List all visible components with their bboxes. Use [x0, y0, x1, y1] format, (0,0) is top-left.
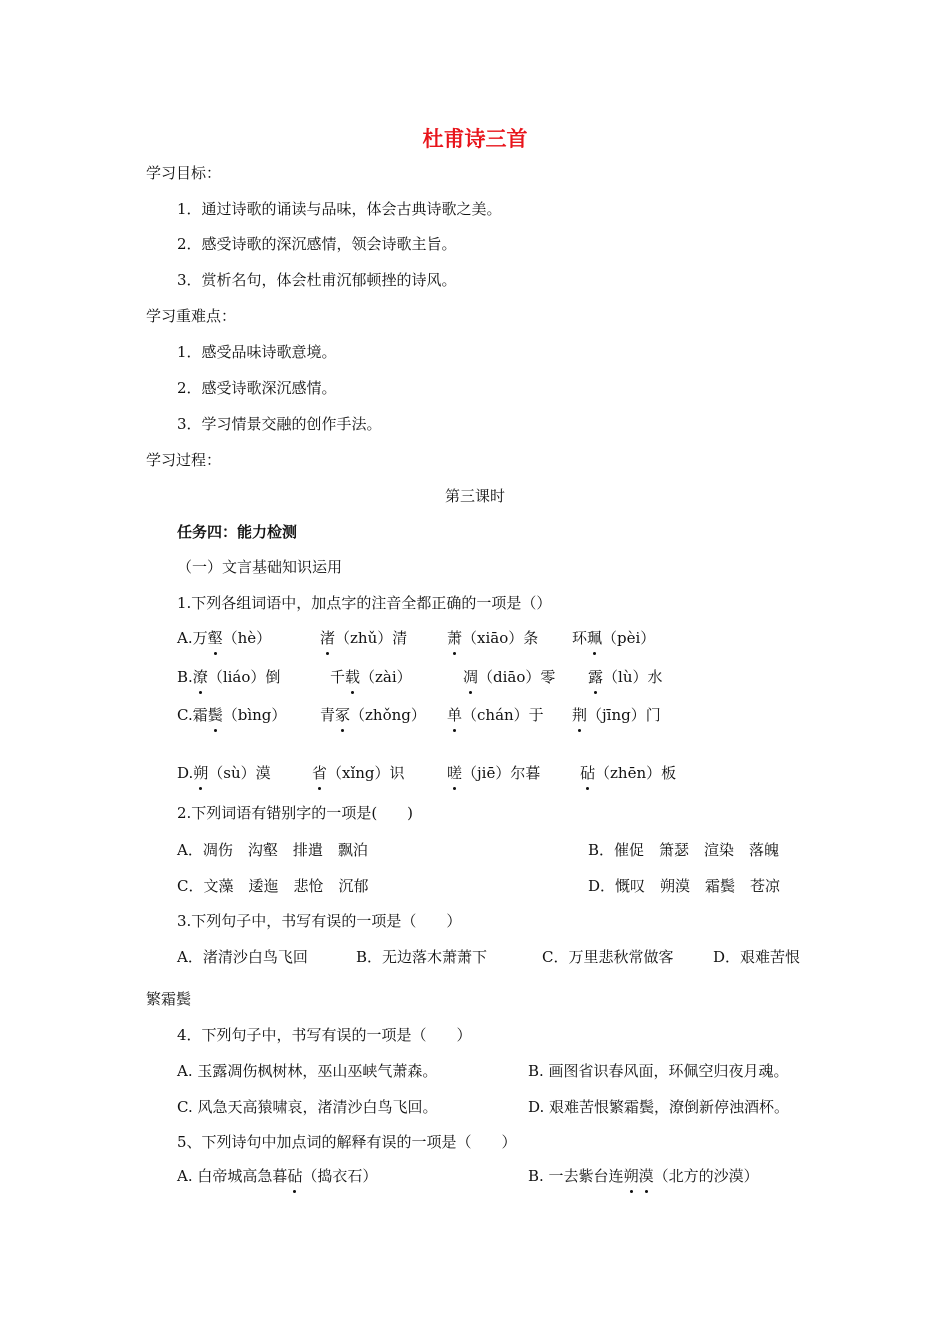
option-text: （pèi）	[602, 629, 656, 647]
option-text: （北方的沙漠）	[653, 1167, 759, 1185]
option-text: （lù）水	[603, 668, 663, 686]
q3-stem: 3.下列句子中，书写有误的一项是（ ）	[177, 912, 462, 930]
option-text: A.万	[177, 629, 208, 647]
dotted-char: 萧	[447, 629, 463, 647]
q3-option-c: C．万里悲秋常做客	[542, 948, 674, 966]
option-text: （zhēn）板	[595, 764, 677, 782]
dotted-char: 鬓	[207, 706, 223, 724]
dotted-char: 潦	[192, 668, 208, 686]
option-text: （bìng）	[222, 706, 287, 724]
q4-option-c: C. 风急天高猿啸哀，渚清沙白鸟飞回。	[177, 1098, 438, 1116]
keypoint-item: 2．感受诗歌深沉感情。	[177, 379, 337, 397]
dotted-char: 朔	[623, 1167, 639, 1185]
dotted-char: 壑	[207, 629, 223, 647]
q2-option-d: D．慨叹 朔漠 霜鬓 苍凉	[588, 877, 781, 895]
document-title: 杜甫诗三首	[422, 126, 528, 151]
option-text: （xiāo）条	[462, 629, 539, 647]
goal-item: 3．赏析名句，体会杜甫沉郁顿挫的诗风。	[177, 271, 457, 289]
option-text: （hè）	[222, 629, 272, 647]
q3-option-a: A．渚清沙白鸟飞回	[177, 948, 308, 966]
process-heading: 学习过程：	[146, 451, 222, 469]
q2-option-c: C．文藻 逶迤 悲怆 沉郁	[177, 877, 369, 895]
dotted-char: 冢	[335, 706, 351, 724]
q3-option-b: B．无边落木萧萧下	[356, 948, 488, 966]
dotted-char: 珮	[587, 629, 603, 647]
option-text: （zhǒng）	[350, 706, 426, 724]
q4-option-b: B. 画图省识春风面，环佩空归夜月魂。	[528, 1062, 789, 1080]
q1-stem: 1.下列各组词语中，加点字的注音全都正确的一项是（）	[177, 594, 552, 612]
goals-heading: 学习目标：	[146, 164, 222, 182]
dotted-char: 单	[447, 706, 463, 724]
q2-option-a: A．凋伤 沟壑 排遣 飘泊	[177, 841, 368, 859]
dotted-char: 载	[345, 668, 361, 686]
option-text: D.	[177, 764, 194, 782]
option-text: （jiē）尔暮	[462, 764, 541, 782]
dotted-char: 砧	[580, 764, 596, 782]
option-text: （zài）	[360, 668, 412, 686]
q2-option-b: B．催促 箫瑟 渲染 落魄	[588, 841, 780, 859]
option-text: 青	[320, 706, 336, 724]
goal-item: 2．感受诗歌的深沉感情，领会诗歌主旨。	[177, 235, 457, 253]
q4-stem: 4．下列句子中，书写有误的一项是（ ）	[177, 1026, 472, 1044]
option-text: 环	[572, 629, 588, 647]
q5-option-a	[177, 1166, 377, 1186]
keypoint-item: 1．感受品味诗歌意境。	[177, 343, 337, 361]
option-text: （chán）于	[462, 706, 544, 724]
option-text: （捣衣石）	[302, 1167, 378, 1185]
q5-option-b	[528, 1166, 759, 1186]
keypoints-heading: 学习重难点：	[146, 307, 237, 325]
lesson-label: 第三课时	[444, 487, 505, 505]
dotted-char: 渚	[320, 629, 336, 647]
option-text: B.	[177, 668, 193, 686]
keypoint-item: 3．学习情景交融的创作手法。	[177, 415, 382, 433]
q2-stem: 2.下列词语有错别字的一项是( )	[177, 804, 414, 822]
q5-stem: 5、下列诗句中加点词的解释有误的一项是（ ）	[177, 1133, 517, 1151]
q4-option-a: A. 玉露凋伤枫树林，巫山巫峡气萧森。	[177, 1062, 438, 1080]
dotted-char: 砧	[287, 1167, 303, 1185]
dotted-char: 嗟	[447, 764, 463, 782]
dotted-char: 凋	[463, 668, 479, 686]
option-text: A. 白帝城高急暮	[177, 1167, 288, 1185]
option-text: （diāo）零	[478, 668, 556, 686]
dotted-char: 露	[588, 668, 604, 686]
option-text: （jīng）门	[587, 706, 661, 724]
dotted-char: 省	[312, 764, 328, 782]
q4-option-d: D. 艰难苦恨繁霜鬓，潦倒新停浊酒杯。	[528, 1098, 790, 1116]
q3-option-d: D．艰难苦恨	[713, 948, 801, 966]
option-text: C.霜	[177, 706, 208, 724]
option-text: （sù）漠	[208, 764, 271, 782]
option-text: （liáo）倒	[207, 668, 281, 686]
dotted-char: 漠	[638, 1167, 654, 1185]
option-text: 千	[330, 668, 346, 686]
goal-item: 1．通过诗歌的诵读与品味，体会古典诗歌之美。	[177, 200, 502, 218]
task-heading: 任务四：能力检测	[177, 523, 298, 541]
section-heading: （一）文言基础知识运用	[177, 558, 343, 576]
option-text: （xǐng）识	[327, 764, 405, 782]
q3-option-d-continued: 繁霜鬓	[146, 990, 192, 1008]
option-text: （zhǔ）清	[335, 629, 408, 647]
dotted-char: 朔	[193, 764, 209, 782]
option-text: B. 一去紫台连	[528, 1167, 624, 1185]
dotted-char: 荆	[572, 706, 588, 724]
